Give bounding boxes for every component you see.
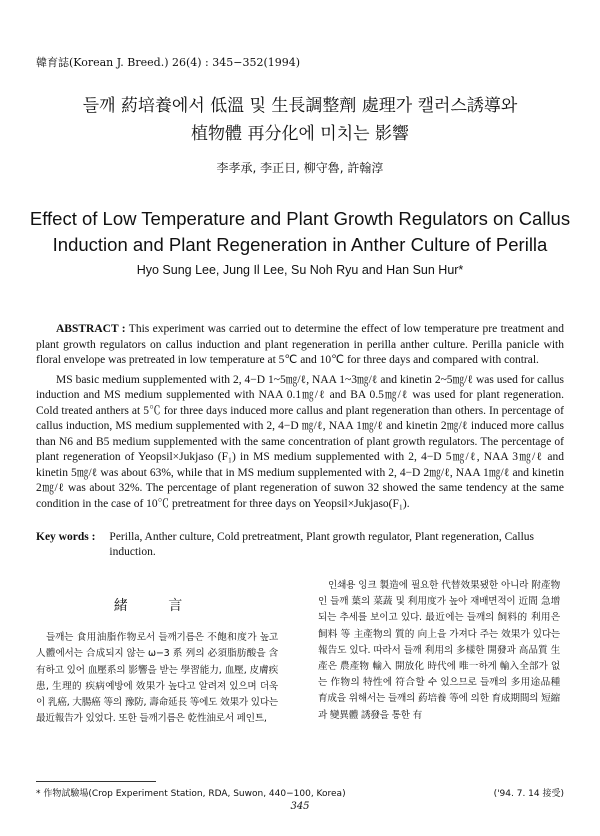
abstract-paragraph-1 — [36, 322, 564, 369]
korean-authors: 李孝承, 李正日, 柳守魯, 許翰淳 — [216, 161, 384, 175]
intro-left-text: 들깨는 食用油脂作物로서 들깨기름은 不飽和度가 높고 人體에서는 合成되지 않는 ω−3 系 列의 必須脂肪酸을 含有하고 있어 血壓系의 影響을 받는 學習能力, 血壓, 皮膚疾患, 生理的 疾病예방에 效果가 높다고 알려져 있으며 더욱이 乳癌, 大腸癌 等의 豫防, 壽命延長 等에도 效果가 있다는 最近報告가 있었다. 또한 들깨기름은 乾性油로서 페인트, — [36, 632, 278, 725]
journal-reference: 韓育誌(Korean J. Breed.) 26(4) : 345−352(1994) — [36, 56, 301, 69]
footnote-rule — [36, 781, 156, 782]
keywords-label: Key words : — [36, 531, 96, 543]
page-number: 345 — [290, 801, 310, 812]
korean-title — [0, 92, 600, 148]
english-title — [0, 206, 600, 258]
abstract — [36, 318, 564, 512]
intro-right-column — [318, 578, 560, 724]
keywords — [36, 530, 564, 560]
footnote: * 作物試驗場(Crop Experiment Station, RDA, Suwon, 440−100, Korea) — [36, 789, 346, 799]
abstract-paragraph-2: MS basic medium supplemented with 2, 4−D 1~5㎎/ℓ, NAA 1~3㎎/ℓ and kinetin 2~5㎎/ℓ was used for callus induction and MS medium supplemented with NAA 0.1㎎/ℓ and BA 0.5㎎/ℓ was used for plant regeneration. Cold treated anthers at 5℃ for three days induced more callus and plant regeneration than others. In percentage of callus induction, MS medium supplemented with 2, 4−D ㎎/ℓ, NAA 1㎎/ℓ and kinetin 2㎎/ℓ induced more callus than N6 and B5 medium supplemented with the same concentration of plant growth regulators. The percentage of plant regeneration of Yeopsil×Jukjaso (F₁) in MS medium supplemented with 2, 4−D 5㎎/ℓ, NAA 3㎎/ℓ and kinetin 5㎎/ℓ was about 63%, while that in MS medium supplemented with 2, 4−D 2㎎/ℓ, NAA 1㎎/ℓ and kinetin 2㎎/ℓ was about 32%. The percentage of plant regeneration of suwon 32 showed the same tendency at the same condition in the case of 10℃ pretreatment for three days on Yeopsil×Jukjaso(F₁). — [36, 373, 564, 510]
english-authors: Hyo Sung Lee, Jung Il Lee, Su Noh Ryu and Han Sun Hur* — [136, 263, 464, 277]
abstract-label: ABSTRACT : — [56, 323, 126, 335]
received-date: ('94. 7. 14 接受) — [493, 789, 564, 799]
korean-title-line-1: 들깨 葯培養에서 低溫 및 生長調整劑 處理가 캘러스誘導와 — [82, 96, 518, 116]
keywords-text: Perilla, Anther culture, Cold pretreatment, Plant growth regulator, Plant regeneration, Callus induction. — [109, 531, 535, 558]
intro-right-text: 인쇄용 잉크 製造에 필요한 代替效果됐한 아니라 附產物인 들깨 葉의 菜蔬 및 利用度가 높아 재배면적이 近間 急增되는 추세를 보이고 있다. 最近에는 들깨의 飼料的 利用은 飼料 等 主產物의 質的 向上을 가져다 주는 效果가 있다는 報告도 있다. 따라서 들깨 利用의 多樣한 開發과 高品質 生產은 農產物 輸入 開放化 時代에 唯一하게 輸入全部가 없는 作物의 特性에 符合할 수 있으므로 들깨의 多用途品種 育成을 위해서는 들깨의 葯培養 等에 의한 育成期間의 短縮과 變異體 誘發을 통한 有 — [318, 580, 560, 721]
english-title-line-2: Induction and Plant Regeneration in Anther Culture of Perilla — [52, 234, 548, 255]
abstract-text-1: This experiment was carried out to determine the effect of low temperature pre treatment and plant growth regulators on callus induction and plant regeneration in perilla anther culture. Perilla panicle with floral envelope was pretreated in low temperature at 5℃ and 10℃ for three days and compared with contral. — [36, 323, 565, 366]
korean-title-line-2: 植物體 再分化에 미치는 影響 — [191, 124, 409, 144]
intro-left-column — [36, 580, 278, 727]
english-title-line-1: Effect of Low Temperature and Plant Growth Regulators on Callus — [29, 208, 571, 229]
section-heading: 緒 言 — [113, 598, 201, 614]
